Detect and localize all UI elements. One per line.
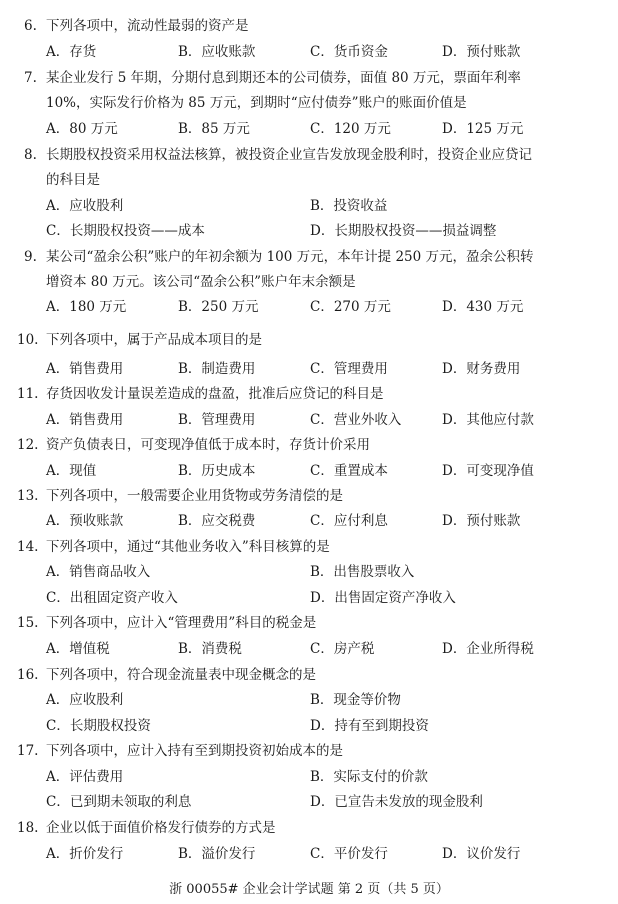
question-13-option-a: A．预收账款	[46, 513, 124, 529]
question-15-option-c: C．房产税	[310, 641, 375, 657]
question-9-number: 9.	[24, 249, 37, 265]
question-16-text: 下列各项中，符合现金流量表中现金概念的是	[46, 667, 316, 683]
question-15-option-a: A．增值税	[46, 641, 110, 657]
question-18-number: 18.	[17, 820, 39, 836]
question-7-option-d: D．125 万元	[442, 121, 524, 137]
question-7-option-b: B．85 万元	[178, 121, 250, 137]
question-11-text: 存货因收发计量误差造成的盘盈，批准后应贷记的科目是	[46, 386, 384, 402]
question-6-option-d: D．预付账款	[442, 44, 521, 60]
question-11-option-a: A．销售费用	[46, 412, 124, 428]
question-15-number: 15.	[17, 615, 39, 631]
question-6-option-c: C．货币资金	[310, 44, 388, 60]
question-11-option-d: D．其他应付款	[442, 412, 534, 428]
question-17-option-a: A．评估费用	[46, 769, 124, 785]
question-18-text: 企业以低于面值价格发行债券的方式是	[46, 820, 276, 836]
question-12-option-d: D．可变现净值	[442, 463, 534, 479]
question-7-option-c: C．120 万元	[310, 121, 391, 137]
question-12-text: 资产负债表日，可变现净值低于成本时，存货计价采用	[46, 437, 370, 453]
question-9-option-a: A．180 万元	[46, 299, 127, 315]
question-18-option-c: C．平价发行	[310, 846, 388, 862]
question-10-option-c: C．管理费用	[310, 361, 388, 377]
question-17-number: 17.	[17, 743, 39, 759]
question-10-option-a: A．销售费用	[46, 361, 124, 377]
question-9-option-b: B．250 万元	[178, 299, 259, 315]
question-16-option-c: C．长期股权投资	[46, 718, 151, 734]
question-7-option-a: A．80 万元	[46, 121, 118, 137]
question-14-option-a: A．销售商品收入	[46, 564, 151, 580]
question-12-option-c: C．重置成本	[310, 463, 388, 479]
question-11-number: 11.	[17, 386, 39, 402]
question-8-option-a: A．应收股利	[46, 198, 124, 214]
question-18-option-b: B．溢价发行	[178, 846, 256, 862]
question-11-option-b: B．管理费用	[178, 412, 256, 428]
question-18-option-a: A．折价发行	[46, 846, 124, 862]
question-12-option-a: A．现值	[46, 463, 97, 479]
question-12-number: 12.	[17, 437, 39, 453]
question-9-option-d: D．430 万元	[442, 299, 524, 315]
question-10-option-b: B．制造费用	[178, 361, 256, 377]
question-17-option-c: C．已到期未领取的利息	[46, 794, 192, 810]
question-18-option-d: D．议价发行	[442, 846, 521, 862]
question-14-number: 14.	[17, 539, 39, 555]
question-13-number: 13.	[17, 488, 39, 504]
question-17-option-d: D．已宣告未发放的现金股利	[310, 794, 483, 810]
question-9-text-line-2: 增资本 80 万元。该公司“盈余公积”账户年末余额是	[46, 274, 356, 290]
question-14-option-b: B．出售股票收入	[310, 564, 415, 580]
question-8-option-d: D．长期股权投资——损益调整	[310, 223, 497, 239]
question-9-text-line-1: 某公司“盈余公积”账户的年初余额为 100 万元，本年计提 250 万元，盈余公积转	[46, 249, 534, 265]
question-10-option-d: D．财务费用	[442, 361, 521, 377]
question-7-text-line-2: 10%，实际发行价格为 85 万元，到期时“应付债券”账户的账面价值是	[46, 95, 467, 111]
question-6-number: 6.	[24, 18, 37, 34]
question-17-text: 下列各项中，应计入持有至到期投资初始成本的是	[46, 743, 343, 759]
question-6-option-a: A．存货	[46, 44, 97, 60]
question-16-option-b: B．现金等价物	[310, 692, 401, 708]
question-8-option-c: C．长期股权投资——成本	[46, 223, 205, 239]
page-footer: 浙 00055# 企业会计学试题 第 2 页（共 5 页）	[169, 882, 449, 897]
question-15-text: 下列各项中，应计入“管理费用”科目的税金是	[46, 615, 317, 631]
question-9-option-c: C．270 万元	[310, 299, 391, 315]
question-10-number: 10.	[17, 332, 39, 348]
question-7-number: 7.	[24, 70, 37, 86]
question-13-text: 下列各项中，一般需要企业用货物或劳务清偿的是	[46, 488, 343, 504]
question-16-option-a: A．应收股利	[46, 692, 124, 708]
question-7-text-line-1: 某企业发行 5 年期，分期付息到期还本的公司债券，面值 80 万元，票面年利率	[46, 70, 521, 86]
question-13-option-b: B．应交税费	[178, 513, 256, 529]
question-14-text: 下列各项中，通过“其他业务收入”科目核算的是	[46, 539, 330, 555]
question-17-option-b: B．实际支付的价款	[310, 769, 428, 785]
question-15-option-b: B．消费税	[178, 641, 242, 657]
question-8-text-line-2: 的科目是	[46, 172, 100, 188]
question-8-option-b: B．投资收益	[310, 198, 388, 214]
question-12-option-b: B．历史成本	[178, 463, 256, 479]
question-16-option-d: D．持有至到期投资	[310, 718, 429, 734]
question-13-option-d: D．预付账款	[442, 513, 521, 529]
question-13-option-c: C．应付利息	[310, 513, 388, 529]
question-11-option-c: C．营业外收入	[310, 412, 402, 428]
question-8-number: 8.	[24, 147, 37, 163]
question-6-option-b: B．应收账款	[178, 44, 256, 60]
question-8-text-line-1: 长期股权投资采用权益法核算，被投资企业宣告发放现金股利时，投资企业应贷记	[46, 147, 532, 163]
question-10-text: 下列各项中，属于产品成本项目的是	[46, 332, 262, 348]
question-15-option-d: D．企业所得税	[442, 641, 534, 657]
question-14-option-d: D．出售固定资产净收入	[310, 590, 456, 606]
question-16-number: 16.	[17, 667, 39, 683]
question-6-text: 下列各项中，流动性最弱的资产是	[46, 18, 249, 34]
question-14-option-c: C．出租固定资产收入	[46, 590, 178, 606]
